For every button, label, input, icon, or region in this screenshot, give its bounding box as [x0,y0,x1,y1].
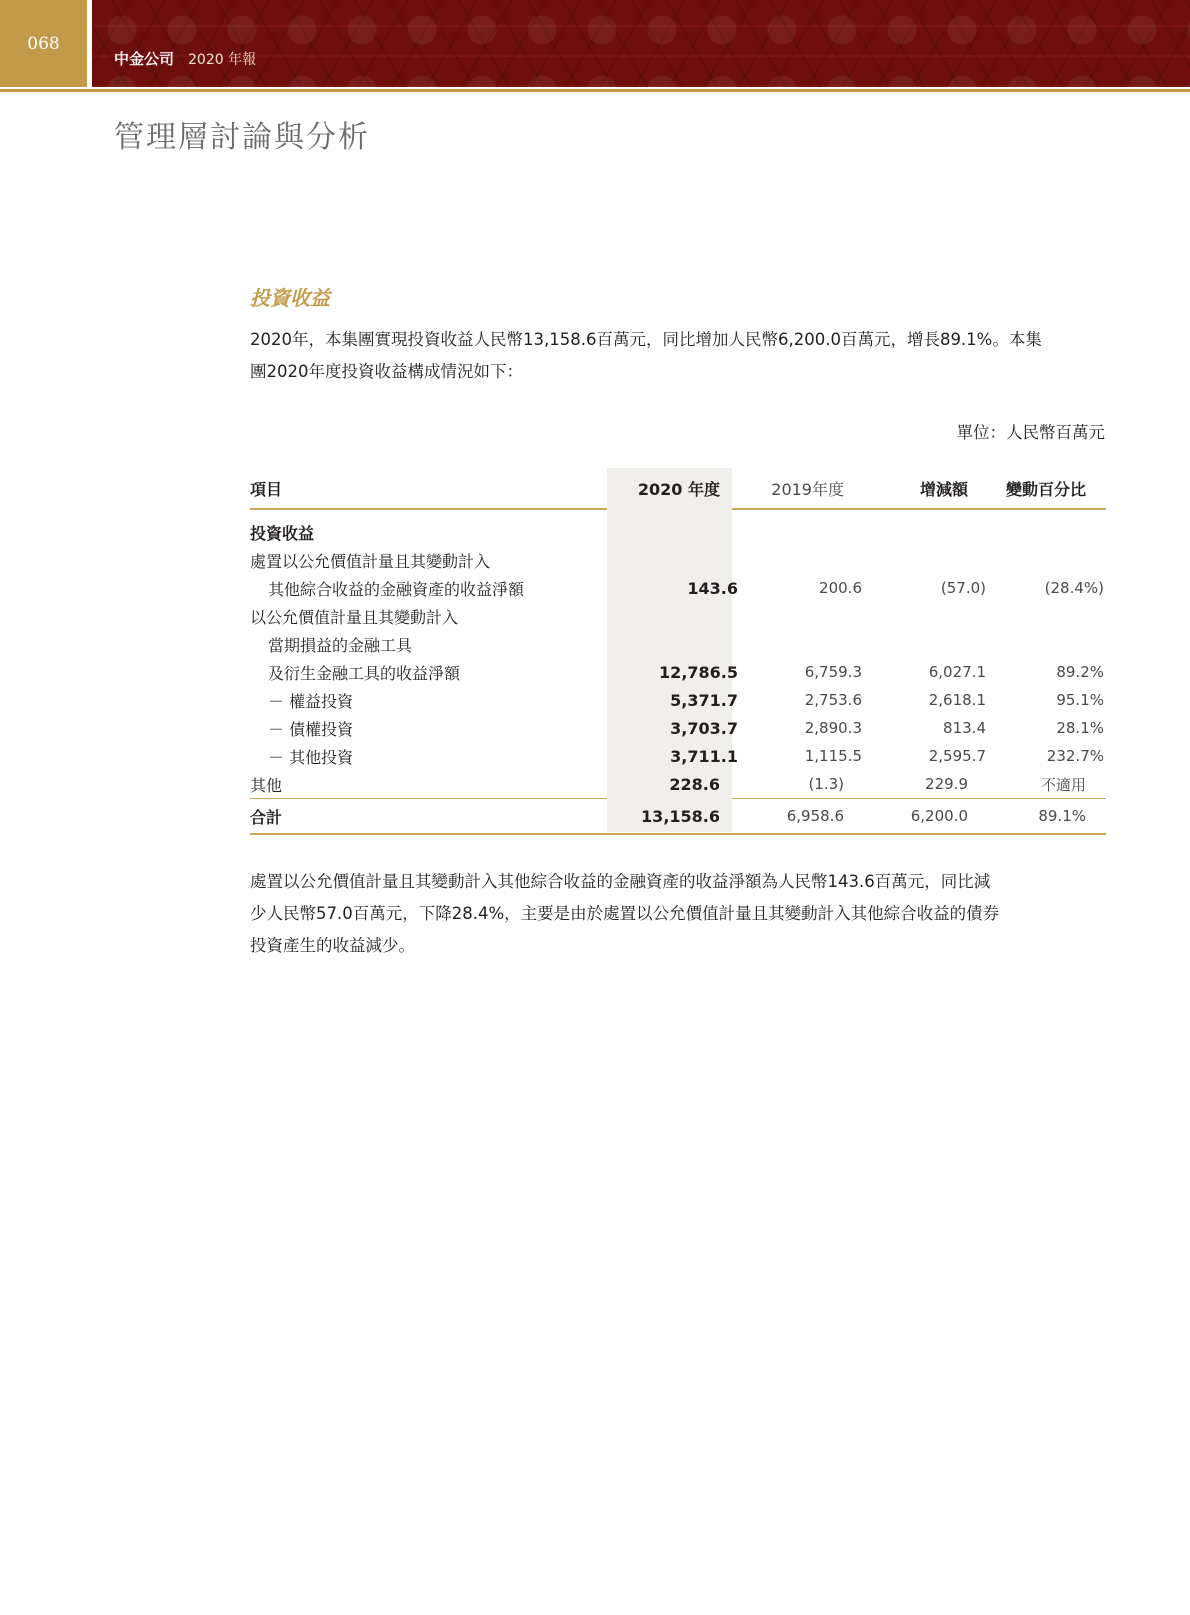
header-band [92,0,1190,87]
cell-pct: 95.1% [1056,691,1104,709]
row-label: 以公允價值計量且其變動計入 [250,607,459,627]
total-row [250,799,1106,833]
row-label: 其他 [250,775,283,795]
total-2020: 13,158.6 [641,806,720,826]
closing-line: 少人民幣57.0百萬元，下降28.4%，主要是由於處置以公允價值計量且其變動計入其他綜合收益的債券 [250,904,1000,923]
row-label: 處置以公允價值計量且其變動計入 [250,551,491,571]
closing-line: 投資產生的收益減少。 [250,936,415,955]
table-header [250,468,1106,508]
cell-change: 229.9 [925,775,968,793]
cell-2019: 200.6 [819,579,862,597]
cell-pct: (28.4%) [1044,579,1104,597]
cell-pct: 28.1% [1056,719,1104,737]
cell-change: 2,618.1 [928,691,986,709]
cell-pct: 不適用 [1040,775,1086,794]
unit-note: 單位：人民幣百萬元 [956,423,1105,442]
header-rule [0,89,1190,92]
cell-change: 6,027.1 [928,663,986,681]
table-row [250,686,1106,714]
row-label: 投資收益 [250,523,315,543]
row-label: 當期損益的金融工具 [268,635,413,655]
section-heading: 投資收益 [250,286,330,310]
page-number: 068 [0,0,87,87]
intro-line: 2020年，本集團實現投資收益人民幣13,158.6百萬元，同比增加人民幣6,200.0百萬元，增長89.1%。本集 [250,330,1042,349]
table-row [250,630,1106,658]
header-2019: 2019年度 [771,479,844,499]
table-row [250,518,1106,546]
intro-line: 團2020年度投資收益構成情況如下： [250,362,523,381]
row-label: － 權益投資 [268,691,354,711]
header-2020: 2020 年度 [637,479,720,499]
table-row [250,658,1106,686]
cell-change: (57.0) [940,579,986,597]
cell-2019: 2,890.3 [804,719,862,737]
cell-2020: 12,786.5 [659,662,738,682]
closing-paragraph [250,866,1106,962]
table-row [250,546,1106,574]
closing-line: 處置以公允價值計量且其變動計入其他綜合收益的金融資產的收益淨額為人民幣143.6百萬元，同比減 [250,872,991,891]
cell-2020: 143.6 [687,578,738,598]
cell-change: 2,595.7 [928,747,986,765]
cell-2020: 5,371.7 [670,690,738,710]
row-label: － 其他投資 [268,747,354,767]
report-name: 2020 年報 [188,52,257,68]
cell-2019: 6,759.3 [804,663,862,681]
cell-2019: 1,115.5 [804,747,862,765]
investment-income-table [250,468,1106,835]
total-2019: 6,958.6 [786,807,844,825]
total-change: 6,200.0 [910,807,968,825]
table-row [250,770,1106,798]
page-title: 管理層討論與分析 [114,120,370,155]
cell-2019: 2,753.6 [804,691,862,709]
cell-2020: 3,703.7 [670,718,738,738]
cell-change: 813.4 [943,719,986,737]
header-pct: 變動百分比 [1005,479,1086,499]
total-label: 合計 [250,807,283,827]
cell-pct: 232.7% [1046,747,1104,765]
header-item: 項目 [250,479,283,499]
table-row [250,742,1106,770]
row-label: 其他綜合收益的金融資產的收益淨額 [268,579,525,599]
cell-pct: 89.2% [1056,663,1104,681]
intro-paragraph [250,324,1106,388]
table-row [250,714,1106,742]
row-label: 及衍生金融工具的收益淨額 [268,663,461,683]
table-bottom-rule [250,833,1106,835]
table-row [250,602,1106,630]
company-name: 中金公司 [114,50,175,68]
header-change: 增減額 [919,479,968,499]
cell-2019: (1.3) [808,775,844,793]
row-label: － 債權投資 [268,719,354,739]
cell-2020: 228.6 [669,774,720,794]
table-row [250,574,1106,602]
total-pct: 89.1% [1038,807,1086,825]
cell-2020: 3,711.1 [670,746,738,766]
